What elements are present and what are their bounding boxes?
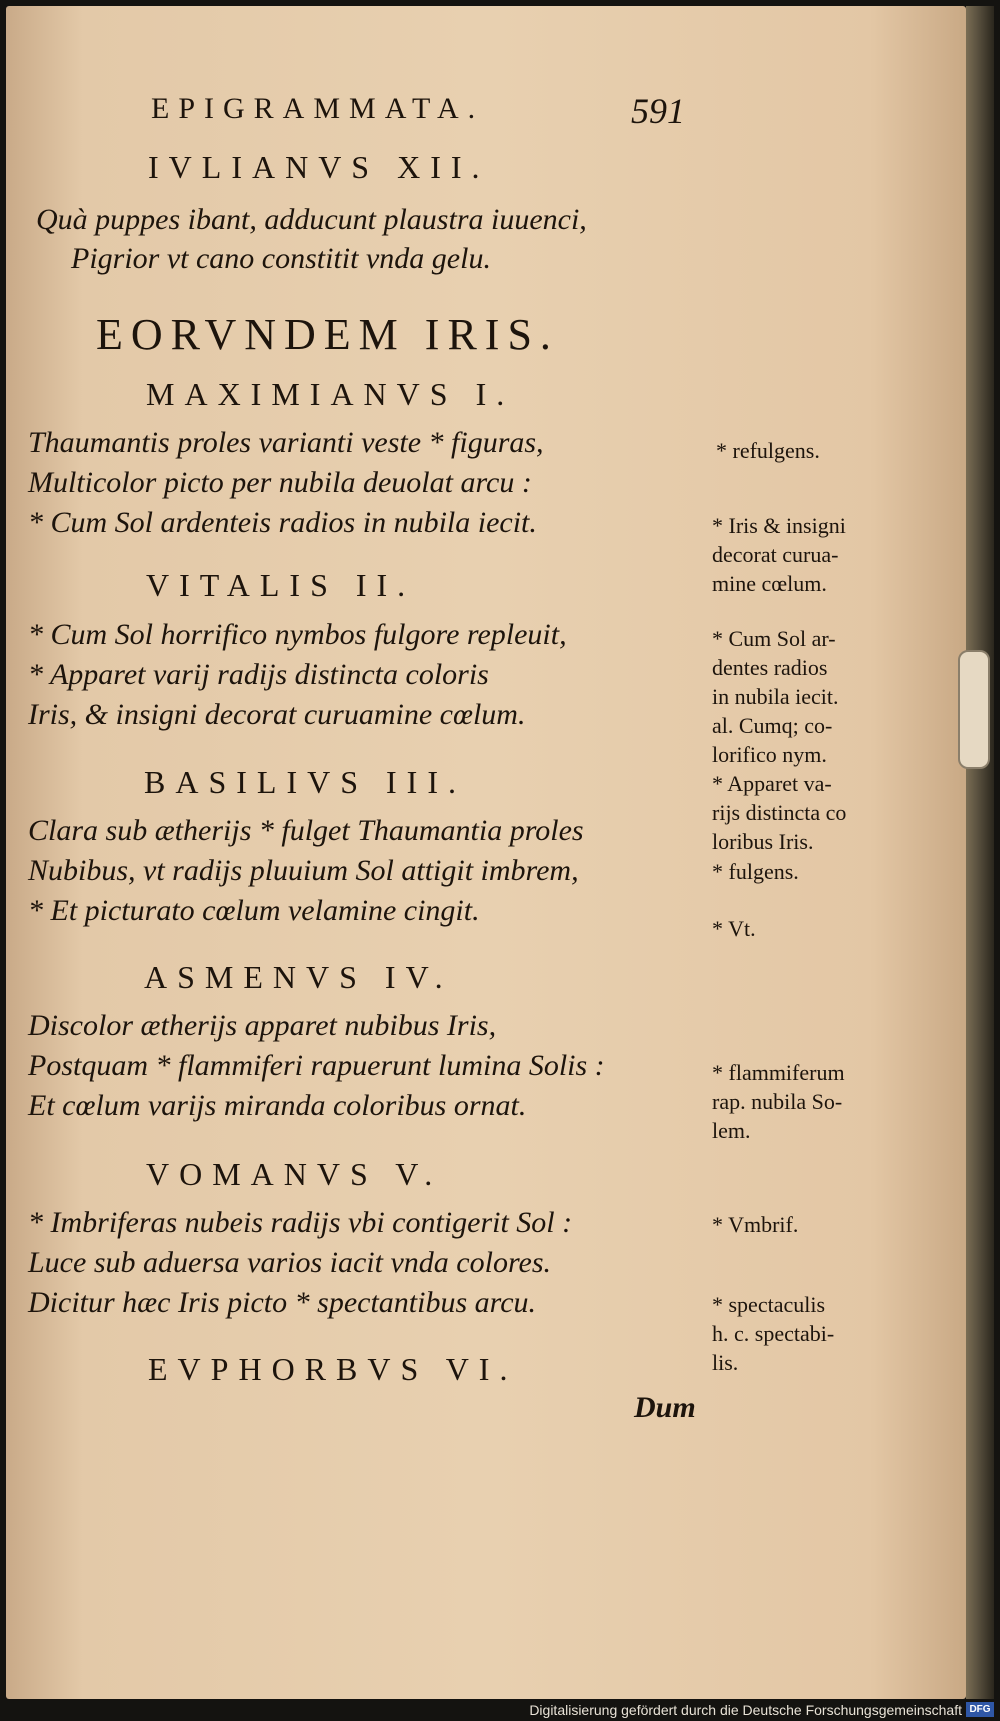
section-heading: VOMANVS V. — [146, 1156, 443, 1192]
section-heading: IVLIANVS XII. — [148, 149, 490, 185]
marginal-note: * Vmbrif. — [712, 1212, 799, 1237]
book-edge — [966, 6, 994, 1699]
running-title: EPIGRAMMATA. — [151, 92, 485, 125]
verse-line: * Imbriferas nubeis radijs vbi contigerit Sol : — [28, 1206, 573, 1239]
section-heading: VITALIS II. — [146, 567, 416, 603]
verse-line: * Cum Sol ardenteis radios in nubila iecit. — [28, 506, 537, 539]
marginal-note: * fulgens. — [712, 859, 799, 884]
verse-line: Discolor ætherijs apparet nubibus Iris, — [28, 1009, 497, 1042]
section-heading: EVPHORBVS VI. — [148, 1351, 518, 1387]
page-tab — [958, 650, 990, 769]
marginal-note: * Iris & insigni decorat curua- mine cœlum. — [712, 513, 846, 596]
verse-line: Multicolor picto per nubila deuolat arcu : — [28, 466, 532, 499]
catchword: Dum — [634, 1391, 696, 1424]
marginal-note: * refulgens. — [716, 438, 820, 463]
verse-line: Nubibus, vt radijs pluuium Sol attigit imbrem, — [28, 854, 579, 887]
main-title: EORVNDEM IRIS. — [96, 310, 559, 359]
marginal-note: * Cum Sol ar- dentes radios in nubila iecit. al. Cumq; co- lorifico nym. — [712, 626, 839, 767]
verse-line: Quà puppes ibant, adducunt plaustra iuuenci, — [36, 203, 587, 236]
book-page — [6, 6, 966, 1699]
verse-line: * Cum Sol horrifico nymbos fulgore repleuit, — [28, 618, 567, 651]
verse-line: Iris, & insigni decorat curuamine cœlum. — [28, 698, 526, 731]
verse-line: Thaumantis proles varianti veste * figuras, — [28, 426, 544, 459]
marginal-note: * spectaculis h. c. spectabi- lis. — [712, 1292, 835, 1375]
section-heading: MAXIMIANVS I. — [146, 376, 515, 412]
dfg-logo: DFG — [966, 1702, 994, 1717]
verse-line: Dicitur hæc Iris picto * spectantibus arcu. — [28, 1286, 537, 1319]
verse-line: Postquam * flammiferi rapuerunt lumina Solis : — [28, 1049, 605, 1082]
section-heading: BASILIVS III. — [144, 764, 466, 800]
verse-line: Et cœlum varijs miranda coloribus ornat. — [28, 1089, 527, 1122]
funding-credit: Digitalisierung gefördert durch die Deutsche Forschungsgemeinschaft — [529, 1702, 962, 1718]
marginal-note: * flammiferum rap. nubila So- lem. — [712, 1060, 845, 1143]
section-heading: ASMENVS IV. — [144, 959, 453, 995]
verse-line: * Et picturato cœlum velamine cingit. — [28, 894, 480, 927]
verse-line: Clara sub ætherijs * fulget Thaumantia proles — [28, 814, 584, 847]
verse-line: Pigrior vt cano constitit vnda gelu. — [71, 242, 491, 275]
page-number: 591 — [631, 91, 685, 131]
footer — [0, 1699, 1000, 1721]
verse-line: * Apparet varij radijs distincta coloris — [28, 658, 489, 691]
marginal-note: * Apparet va- rijs distincta co loribus Iris. — [712, 771, 847, 854]
verse-line: Luce sub aduersa varios iacit vnda colores. — [28, 1246, 551, 1279]
marginal-note: * Vt. — [712, 916, 756, 941]
